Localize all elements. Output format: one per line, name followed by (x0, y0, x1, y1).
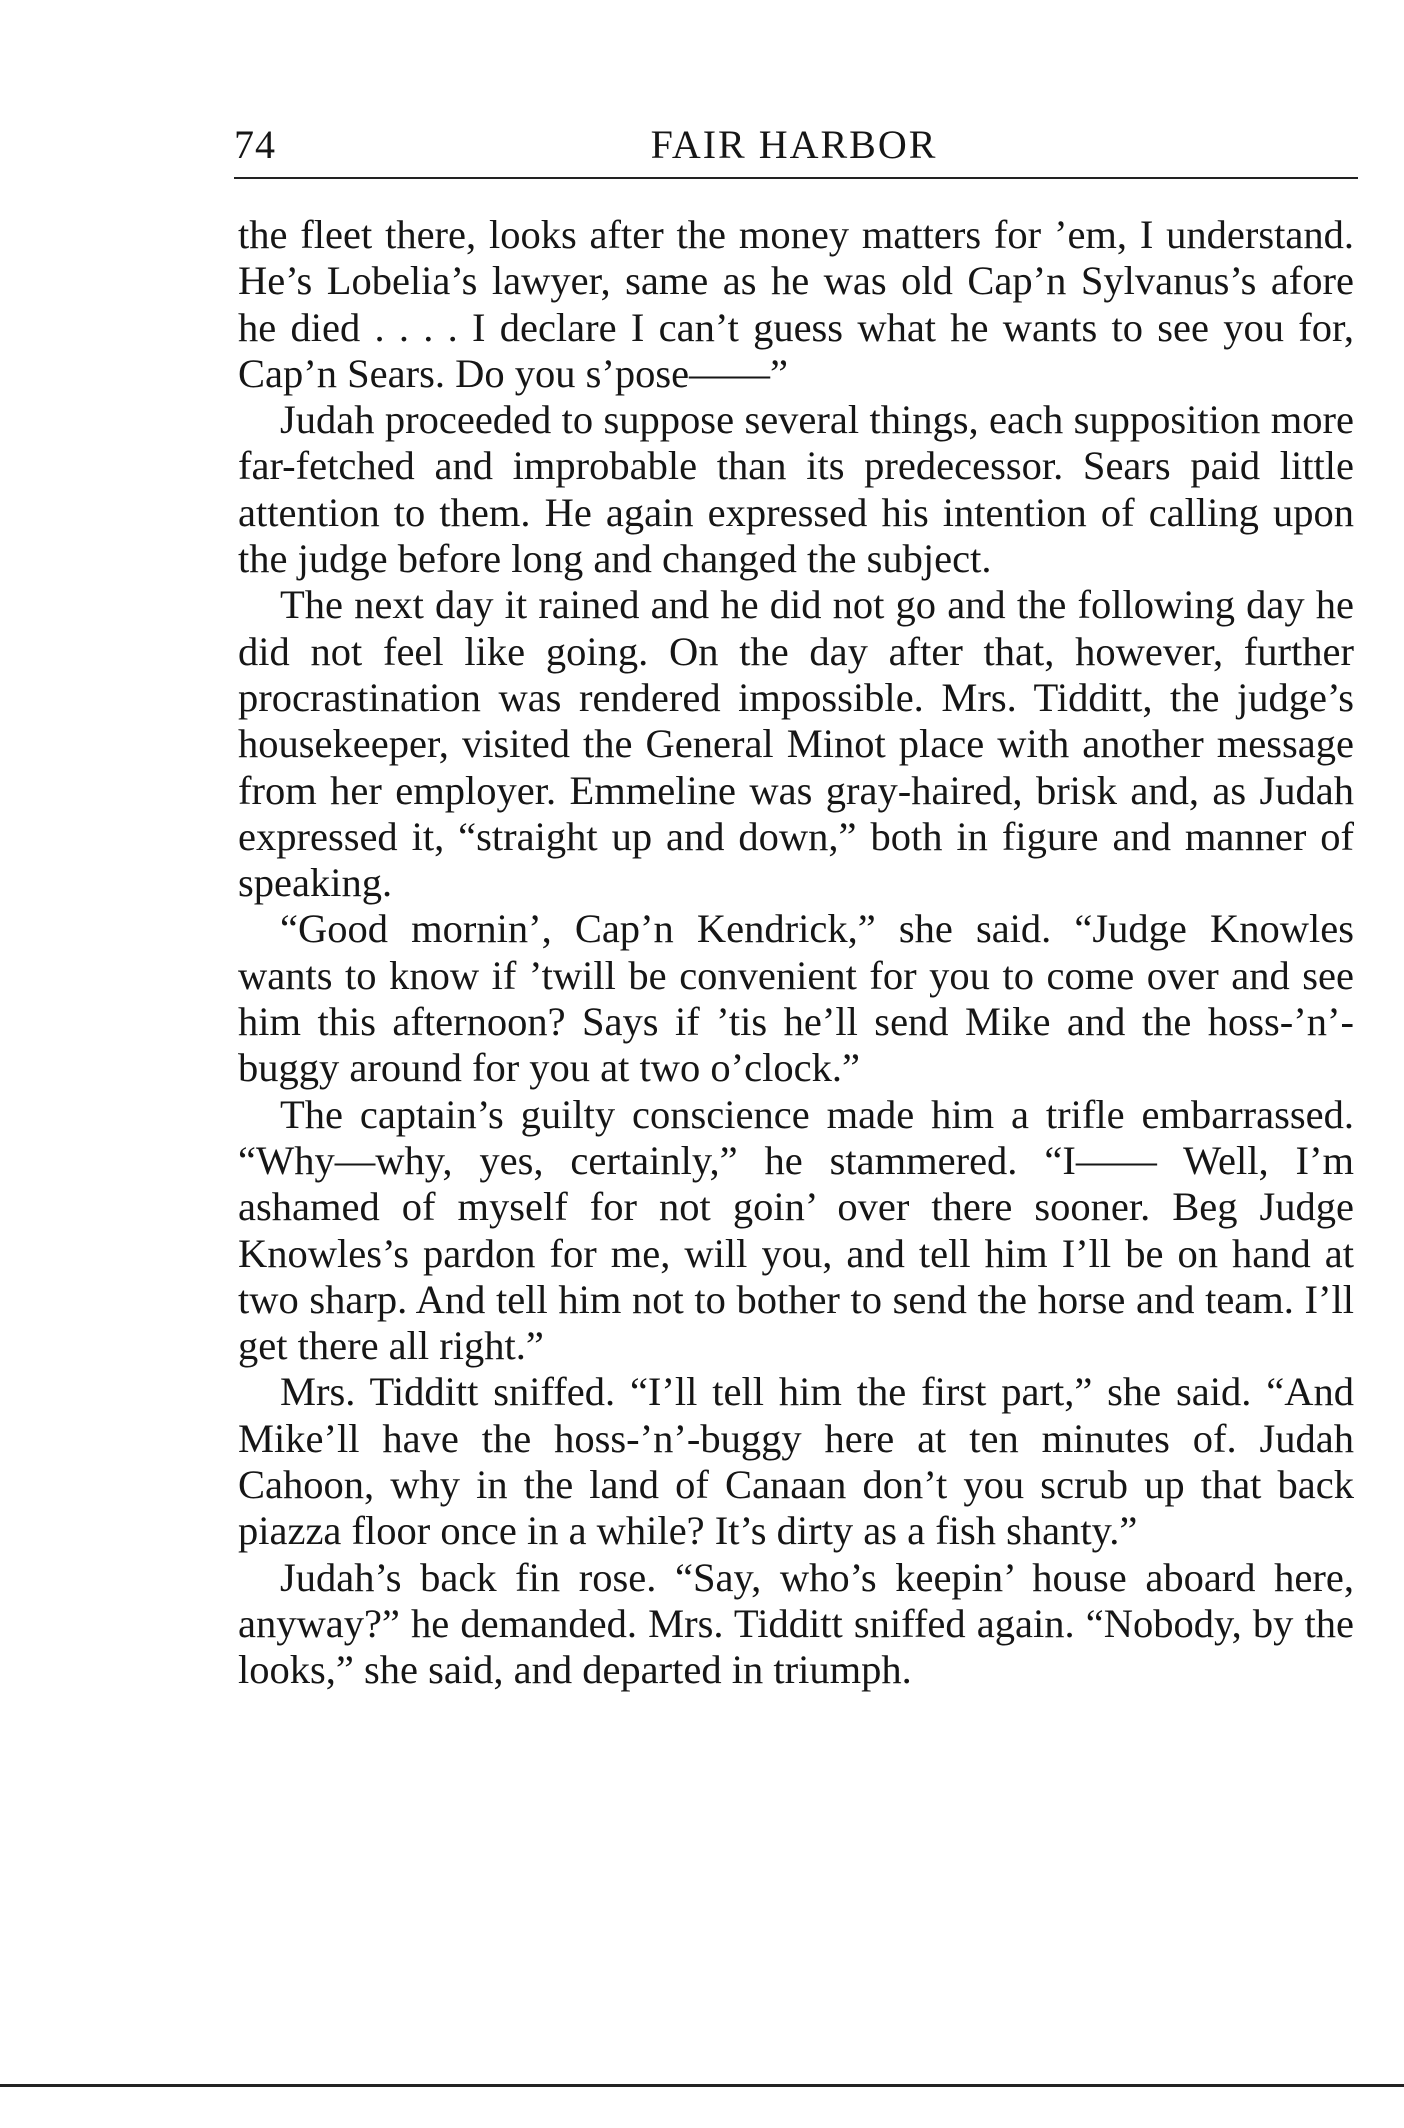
header-rule (234, 177, 1358, 179)
paragraph: “Good mornin’, Cap’n Kendrick,” she said. “Judge Knowles wants to know if ’twill be convenient for you to come over and see him this afternoon? Says if ’tis he’ll send Mike and the hoss-’n’-buggy around for you at two o’clock.” (238, 906, 1354, 1091)
footer-rule (0, 2084, 1404, 2087)
paragraph: The captain’s guilty conscience made him a trifle embarrassed. “Why—why, yes, certainly,” he stammered. “I—— Well, I’m ashamed of myself for not goin’ over there sooner. Beg Judge Knowles’s pardon for me, will you, and tell him I’ll be on hand at two sharp. And tell him not to bother to send the horse and team. I’ll get there all right.” (238, 1091, 1354, 1369)
paragraph: Judah proceeded to suppose several things, each supposition more far-fetched and improbable than its predecessor. Sears paid little attention to them. He again expressed his intention of calling upon the judge before long and changed the subject. (238, 397, 1354, 582)
paragraph: The next day it rained and he did not go and the following day he did not feel like going. On the day after that, however, further procrastination was rendered impossible. Mrs. Tidditt, the judge’s housekeeper, visited the General Minot place with another message from her employer. Emmeline was gray-haired, brisk and, as Judah expressed it, “straight up and down,” both in figure and manner of speaking. (238, 582, 1354, 906)
body-text (238, 212, 1354, 1694)
paragraph: Judah’s back fin rose. “Say, who’s keepin’ house aboard here, anyway?” he demanded. Mrs. Tidditt sniffed again. “Nobody, by the looks,” she said, and departed in triumph. (238, 1554, 1354, 1693)
paragraph: the fleet there, looks after the money matters for ’em, I understand. He’s Lobelia’s lawyer, same as he was old Cap’n Sylvanus’s afore he died . . . . I declare I can’t guess what he wants to see you for, Cap’n Sears. Do you s’pose——” (238, 212, 1354, 396)
running-head: FAIR HARBOR (650, 122, 938, 167)
page-number: 74 (234, 122, 276, 167)
paragraph: Mrs. Tidditt sniffed. “I’ll tell him the first part,” she said. “And Mike’ll have the hoss-’n’-buggy here at ten minutes of. Judah Cahoon, why in the land of Canaan don’t you scrub up that back piazza floor once in a while? It’s dirty as a fish shanty.” (238, 1369, 1354, 1554)
page-header (234, 118, 1354, 178)
